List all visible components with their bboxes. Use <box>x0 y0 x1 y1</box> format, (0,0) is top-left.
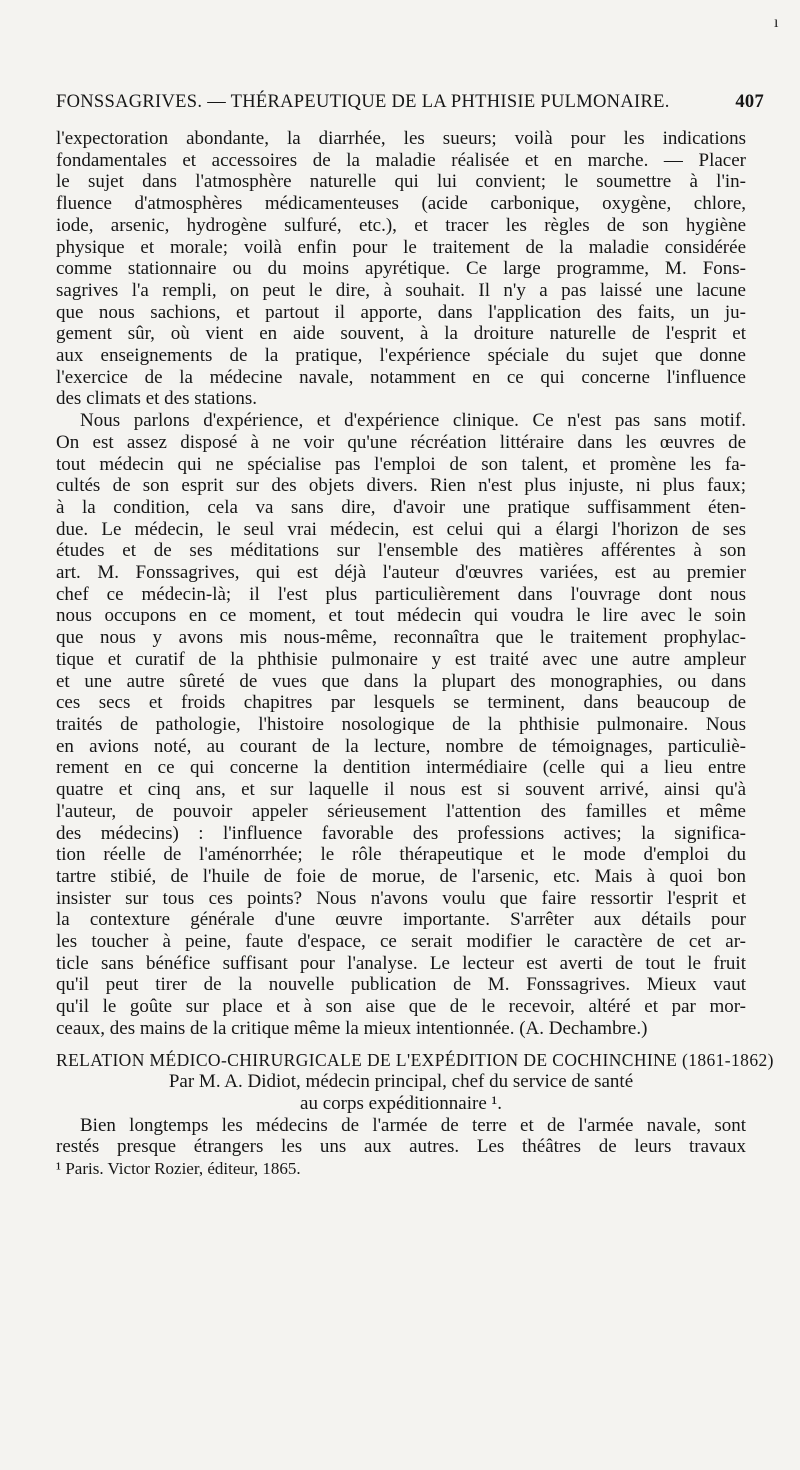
text-line: tique et curatif de la phthisie pulmonaire y est traité avec une autre ampleur <box>56 648 746 670</box>
text-line: Bien longtemps les médecins de l'armée de terre et de l'armée navale, sont <box>80 1114 746 1136</box>
text-line: iode, arsenic, hydrogène sulfuré, etc.), et tracer les règles de son hygiène <box>56 214 746 236</box>
text-line: l'exercice de la médecine navale, notamment en ce qui concerne l'influence <box>56 366 746 388</box>
text-line: à la condition, cela va sans dire, d'avoir une pratique suffisamment éten- <box>56 496 746 518</box>
text-line: l'expectoration abondante, la diarrhée, les sueurs; voilà pour les indications <box>56 128 746 149</box>
page-corner-mark: ı <box>774 14 779 31</box>
text-line: aux enseignements de la pratique, l'expérience spéciale du sujet que donne <box>56 345 746 367</box>
text-line: due. Le médecin, le seul vrai médecin, est celui qui a élargi l'horizon de ses <box>56 518 746 540</box>
page-number: 407 <box>735 92 764 112</box>
text-line: fondamentales et accessoires de la maladie réalisée et en marche. — Placer <box>56 149 746 171</box>
text-line: ces secs et froids chapitres par lesquels se terminent, dans beaucoup de <box>56 692 746 714</box>
section-byline-continued: au corps expéditionnaire ¹. <box>300 1092 502 1114</box>
text-line: en avions noté, au courant de la lecture, nombre de témoignages, particuliè- <box>56 735 746 757</box>
footnote: ¹ Paris. Victor Rozier, éditeur, 1865. <box>56 1159 301 1179</box>
paragraph-experience <box>56 410 746 1039</box>
text-line: cultés de son esprit sur des objets divers. Rien n'est plus injuste, ni plus faux; <box>56 475 746 497</box>
document-page <box>56 0 774 1470</box>
running-title: FONSSAGRIVES. — THÉRAPEUTIQUE DE LA PHTHISIE PULMONAIRE. <box>56 92 670 112</box>
text-line: Nous parlons d'expérience, et d'expérience clinique. Ce n'est pas sans motif. <box>80 410 746 432</box>
text-line: On est assez disposé à ne voir qu'une récréation littéraire dans les œuvres de <box>56 431 746 453</box>
text-line: ceaux, des mains de la critique même la mieux intentionnée. (A. Dechambre.) <box>56 1017 648 1039</box>
text-line: art. M. Fonssagrives, qui est déjà l'auteur d'œuvres variées, est au premier <box>56 562 746 584</box>
text-line: restés presque étrangers les uns aux autres. Les théâtres de leurs travaux <box>56 1136 746 1158</box>
text-line: tartre stibié, de l'huile de foie de morue, de l'arsenic, etc. Mais à quoi bon <box>56 865 746 887</box>
text-line: traités de pathologie, l'histoire nosologique de la phthisie pulmonaire. Nous <box>56 713 746 735</box>
text-line: le sujet dans l'atmosphère naturelle qui lui convient; le soumettre à l'in- <box>56 171 746 193</box>
text-line: études et de ses méditations sur l'ensemble des matières afférentes à son <box>56 540 746 562</box>
text-line: gement sûr, où vient en aide souvent, à la droiture naturelle de l'esprit et <box>56 323 746 345</box>
text-line: tion réelle de l'aménorrhée; le rôle thérapeutique et le mode d'emploi du <box>56 844 746 866</box>
text-line: la contexture générale d'une œuvre importante. S'arrêter aux détails pour <box>56 909 746 931</box>
text-line: nous occupons en ce moment, et tout médecin qui voudra le lire avec le soin <box>56 605 746 627</box>
text-line: quatre et cinq ans, et sur laquelle il nous est si souvent arrivé, ainsi qu'à <box>56 779 746 801</box>
text-line: qu'il peut tirer de la nouvelle publication de M. Fonssagrives. Mieux vaut <box>56 974 746 996</box>
running-header <box>56 92 768 113</box>
text-line: comme stationnaire ou du moins apyrétique. Ce large programme, M. Fons- <box>56 258 746 280</box>
section-spacer <box>56 1040 746 1050</box>
paragraph-relation <box>56 1115 746 1158</box>
paragraph-continued <box>56 128 746 410</box>
text-line: et une autre sûreté de vues que dans la plupart des monographies, ou dans <box>56 670 746 692</box>
section-heading <box>56 1049 774 1115</box>
text-line: que nous sachions, et partout il apporte, dans l'application des faits, un ju- <box>56 301 746 323</box>
text-line: les toucher à peine, faute d'espace, ce serait modifier le caractère de cet ar- <box>56 931 746 953</box>
text-line: des climats et des stations. <box>56 388 258 410</box>
text-line: des médecins) : l'influence favorable des professions actives; la significa- <box>56 822 746 844</box>
text-line: rement en ce qui concerne la dentition intermédiaire (celle qui a lieu entre <box>56 757 746 779</box>
text-line: chef ce médecin-là; il l'est plus particulièrement dans l'ouvrage dont nous <box>56 583 746 605</box>
section-byline: Par M. A. Didiot, médecin principal, chef du service de santé <box>168 1071 634 1093</box>
text-line: ticle sans bénéfice suffisant pour l'analyse. Le lecteur est averti de tout le fruit <box>56 952 746 974</box>
text-line: insister sur tous ces points? Nous n'avons voulu que faire ressortir l'esprit et <box>56 887 746 909</box>
body-text <box>56 128 774 1180</box>
text-line: l'auteur, de pouvoir appeler sérieusement l'attention des familles et même <box>56 800 746 822</box>
section-title: RELATION MÉDICO-CHIRURGICALE DE L'EXPÉDITION DE COCHINCHINE (1861-1862) <box>56 1049 774 1070</box>
text-line: tout médecin qui ne spécialise pas l'emploi de son talent, et promène les fa- <box>56 453 746 475</box>
text-line: sagrives l'a rempli, on peut le dire, à souhait. Il n'y a pas laissé une lacune <box>56 279 746 301</box>
text-line: fluence d'atmosphères médicamenteuses (acide carbonique, oxygène, chlore, <box>56 193 746 215</box>
text-line: qu'il le goûte sur place et à son aise que de le recevoir, altéré et par mor- <box>56 996 746 1018</box>
text-line: physique et morale; voilà enfin pour le traitement de la maladie considérée <box>56 236 746 258</box>
text-line: que nous y avons mis nous-même, reconnaîtra que le traitement prophylac- <box>56 627 746 649</box>
